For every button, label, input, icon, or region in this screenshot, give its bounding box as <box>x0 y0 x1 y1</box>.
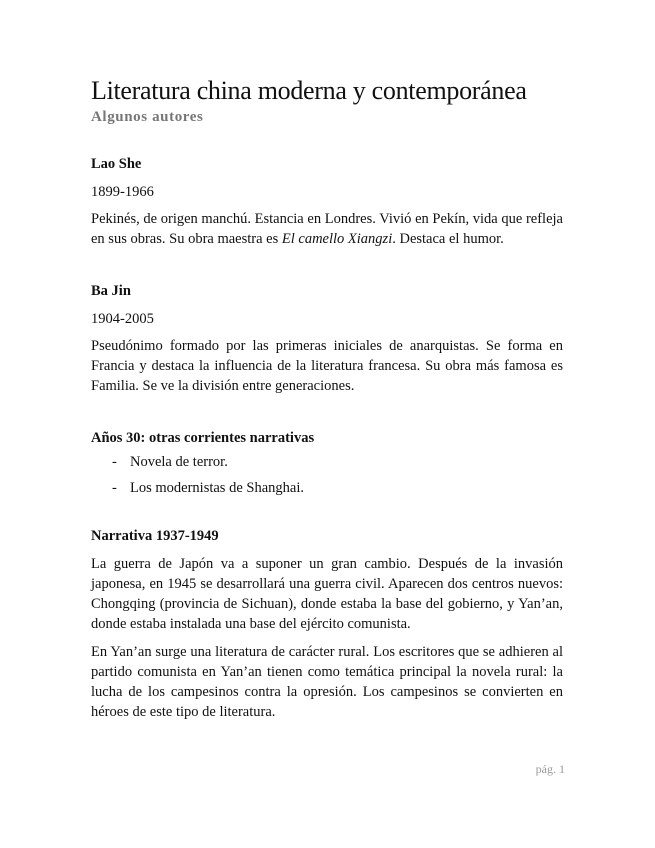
page-title: Literatura china moderna y contemporánea <box>91 76 527 105</box>
author-description-ba-jin: Pseudónimo formado por las primeras iniciales de anarquistas. Se forma en Francia y destaca la influencia de la literatura francesa. Su obra más famosa es Familia. Se ve la división entre generaciones. <box>91 338 563 394</box>
work-title-italic: El camello Xiangzi <box>281 231 393 247</box>
desc-text-before: Pekinés, de origen manchú. Estancia en Londres. Vivió en Pekín, vida que refleja en sus obras. Su obra maestra es <box>91 211 563 247</box>
page-number: pág. 1 <box>535 762 565 776</box>
section-heading-anos-30: Años 30: otras corrientes narrativas <box>91 430 315 446</box>
anos-30-list <box>91 452 563 498</box>
list-dash: - <box>112 480 117 496</box>
list-dash: - <box>112 454 117 470</box>
page-subtitle: Algunos autores <box>91 109 204 125</box>
author-heading-ba-jin: Ba Jin <box>91 283 131 299</box>
narrativa-paragraph-2: En Yan’an surge una literatura de carácter rural. Los escritores que se adhieren al partido comunista en Yan’an tienen como temática principal la novela rural: la lucha de los campesinos contra la opresión. Los campesinos se convierten en héroes de este tipo de literatura. <box>91 644 563 720</box>
author-years-lao-she: 1899-1966 <box>91 184 154 200</box>
section-heading-narrativa: Narrativa 1937-1949 <box>91 528 219 544</box>
desc-text-after: . Destaca el humor. <box>392 231 504 247</box>
narrativa-paragraph-1: La guerra de Japón va a suponer un gran cambio. Después de la invasión japonesa, en 1945 se desarrollará una guerra civil. Aparecen dos centros nuevos: Chongqing (provincia de Sichuan), donde estaba la base del gobierno, y Yan’an, donde estaba instalada una base del ejército comunista. <box>91 556 563 632</box>
page-body <box>91 74 563 722</box>
author-description-lao-she <box>91 209 563 249</box>
list-item: - Los modernistas de Shanghai. <box>112 480 304 496</box>
list-item: - Novela de terror. <box>112 454 228 470</box>
author-years-ba-jin: 1904-2005 <box>91 311 154 327</box>
author-heading-lao-she: Lao She <box>91 156 142 172</box>
